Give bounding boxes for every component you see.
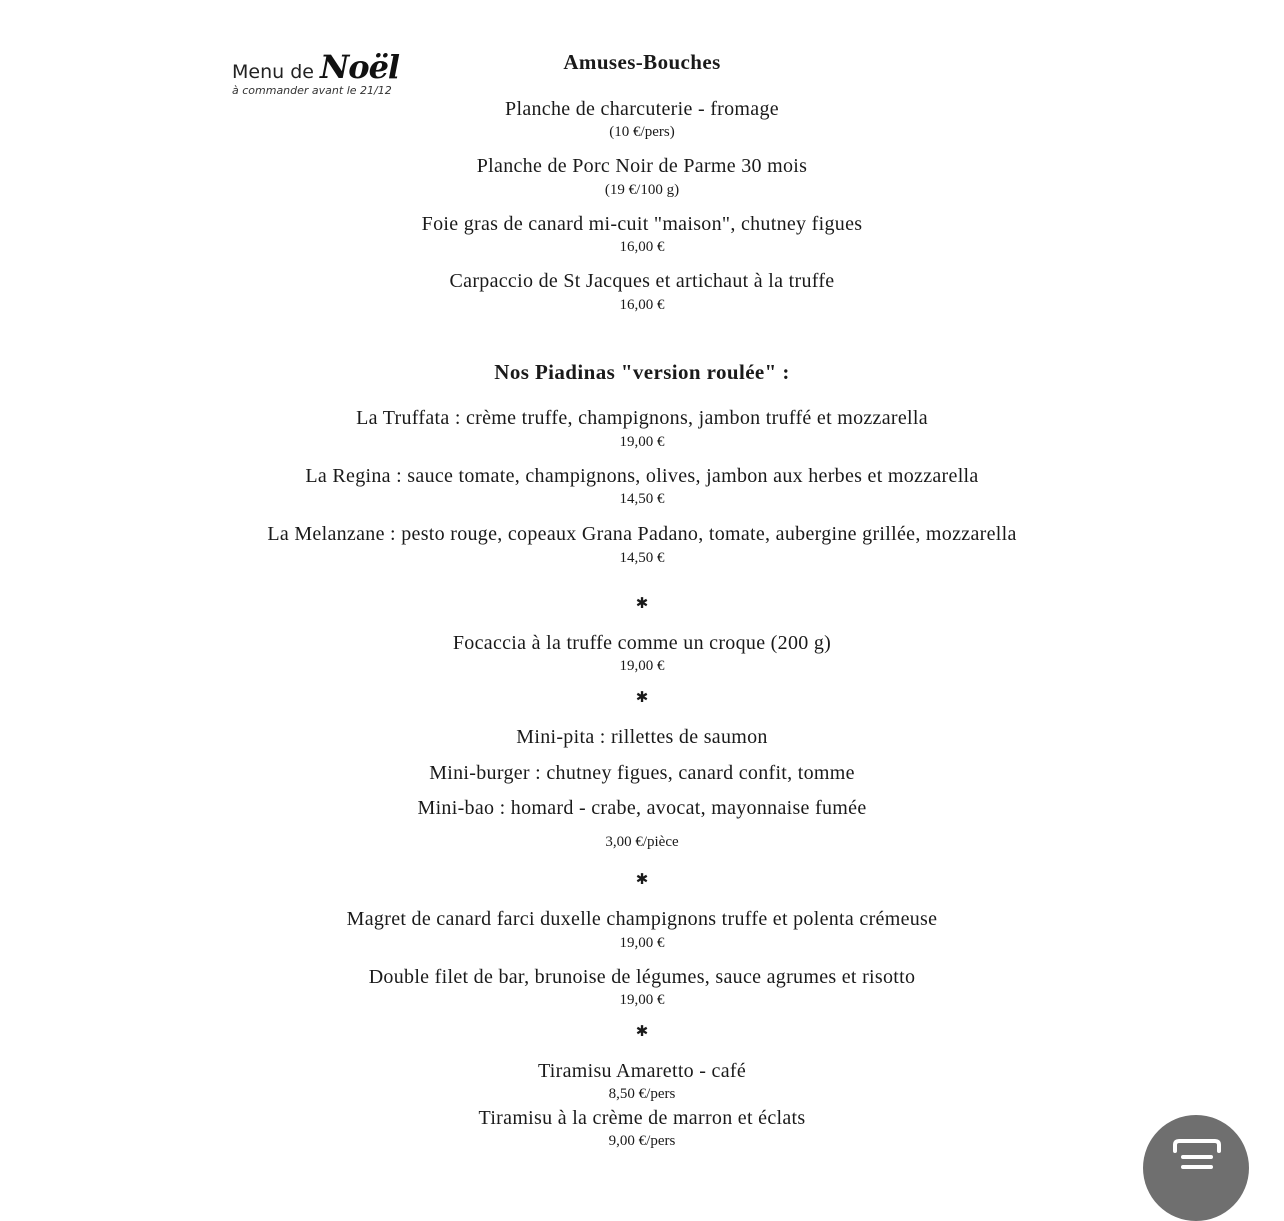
menu-item: La Truffata : crème truffe, champignons, jambon truffé et mozzarella xyxy=(356,407,928,429)
separator-star: ✱ xyxy=(635,690,649,706)
menu-item: Focaccia à la truffe comme un croque (200 g) xyxy=(452,632,832,654)
order-deadline-note: à commander avant le 21/12 xyxy=(232,84,392,97)
item-price: 14,50 € xyxy=(619,491,665,507)
section-heading-piadinas: Nos Piadinas "version roulée" : xyxy=(494,360,790,384)
item-price: 19,00 € xyxy=(619,935,665,951)
item-price: (19 €/100 g) xyxy=(604,182,680,198)
menu-item: Double filet de bar, brunoise de légumes, sauce agrumes et risotto xyxy=(368,966,916,988)
item-price: (10 €/pers) xyxy=(609,124,675,140)
menu-item: Planche de charcuterie - fromage xyxy=(505,98,779,120)
menu-item: Mini-bao : homard - crabe, avocat, mayonnaise fumée xyxy=(417,797,867,819)
item-price: 19,00 € xyxy=(619,434,665,450)
menu-item: La Melanzane : pesto rouge, copeaux Grana Padano, tomate, aubergine grillée, mozzarella xyxy=(267,523,1017,545)
menu-item: Magret de canard farci duxelle champignons truffe et polenta crémeuse xyxy=(346,908,938,930)
text-scan-button[interactable] xyxy=(1143,1115,1249,1221)
item-price: 16,00 € xyxy=(619,239,665,255)
menu-item: Carpaccio de St Jacques et artichaut à la truffe xyxy=(449,270,835,292)
menu-item: Planche de Porc Noir de Parme 30 mois xyxy=(476,155,808,177)
text-scan-icon xyxy=(1169,1135,1225,1191)
item-price: 16,00 € xyxy=(619,297,665,313)
menu-item: Mini-pita : rillettes de saumon xyxy=(516,726,768,748)
separator-star: ✱ xyxy=(635,596,649,612)
item-price: 14,50 € xyxy=(619,550,665,566)
item-price: 19,00 € xyxy=(619,658,665,674)
menu-item: Foie gras de canard mi-cuit "maison", chutney figues xyxy=(421,213,863,235)
section-heading-amuses: Amuses-Bouches xyxy=(563,50,721,74)
menu-item: Tiramisu Amaretto - café xyxy=(537,1060,747,1082)
separator-star: ✱ xyxy=(635,1024,649,1040)
item-price: 9,00 €/pers xyxy=(608,1133,676,1149)
item-price: 19,00 € xyxy=(619,992,665,1008)
item-price: 3,00 €/pièce xyxy=(605,834,679,850)
logo-prefix: Menu de xyxy=(232,61,314,83)
item-price: 8,50 €/pers xyxy=(608,1086,676,1102)
menu-item: Mini-burger : chutney figues, canard confit, tomme xyxy=(429,762,855,784)
menu-item: La Regina : sauce tomate, champignons, olives, jambon aux herbes et mozzarella xyxy=(305,465,979,487)
logo-script: Noël xyxy=(319,48,400,86)
menu-item: Tiramisu à la crème de marron et éclats xyxy=(478,1107,806,1129)
separator-star: ✱ xyxy=(635,872,649,888)
